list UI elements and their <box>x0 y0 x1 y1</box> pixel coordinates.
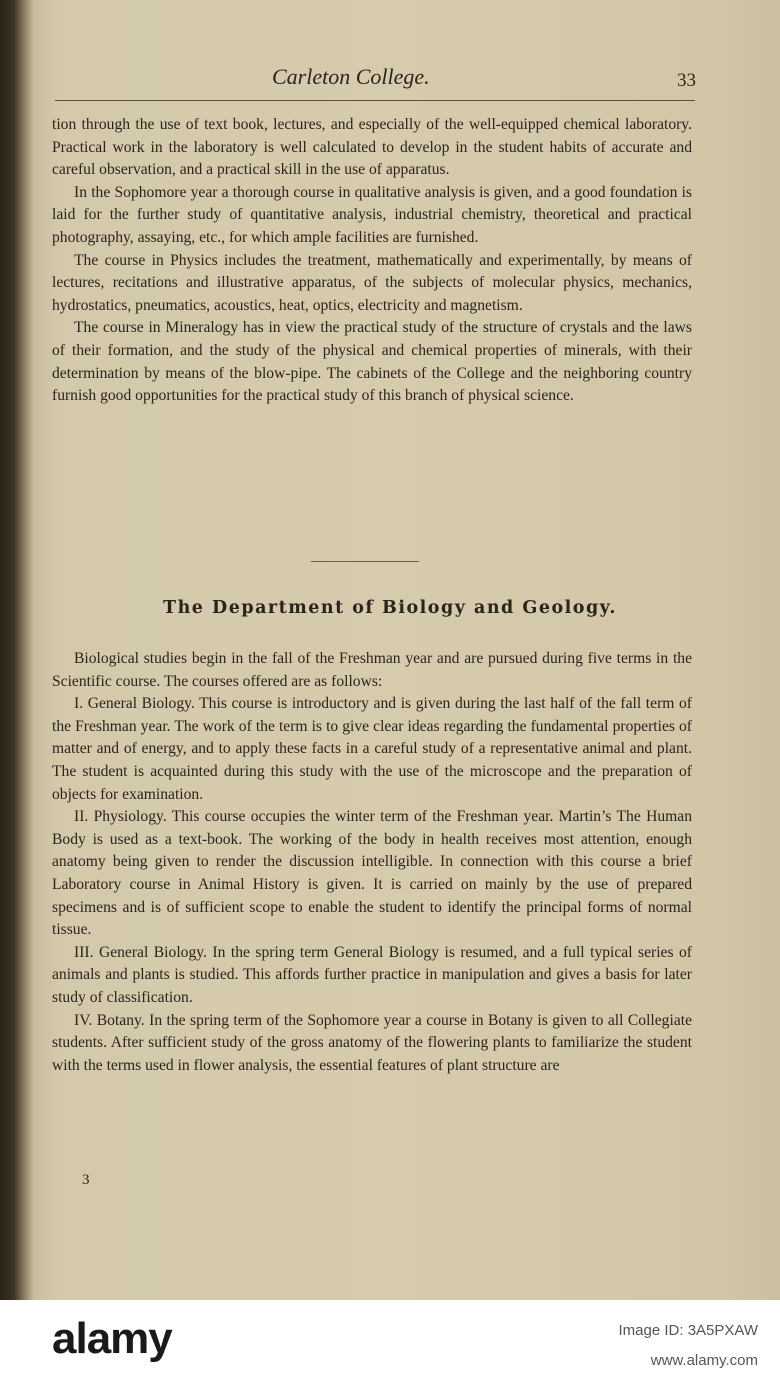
paragraph: IV. Botany. In the spring term of the Sophomore year a course in Botany is given to all Collegiate students. After sufficient study of the gross anatomy of the flowering plants to familiarize the student with the terms used in flower analysis, the essential features of plant structure are <box>52 1011 692 1074</box>
paragraph: II. Physiology. This course occupies the winter term of the Freshman year. Martin’s The Human Body is used as a text-book. The working of the body in health receives most attention, enough anatomy being given to render the discussion intelligible. In connection with this course a brief Laboratory course in Animal History is given. It is carried on mainly by the use of prepared specimens and is of sufficient scope to enable the student to identify the principal forms of normal tissue. <box>52 808 692 939</box>
stock-url: www.alamy.com <box>650 1352 758 1369</box>
biology-geology-section <box>52 648 692 1077</box>
section-heading: The Department of Biology and Geology. <box>163 598 617 618</box>
header-rule <box>55 100 695 101</box>
stock-footer <box>0 1300 780 1390</box>
signature-mark: 3 <box>82 1172 90 1188</box>
paragraph: The course in Mineralogy has in view the practical study of the structure of crystals and the laws of their formation, and the study of the physical and chemical properties of minerals, with their determination by means of the blow-pipe. The cabinets of the College and the neighboring country furnish good opportunities for the practical study of this branch of physical science. <box>52 319 692 405</box>
paragraph: I. General Biology. This course is introductory and is given during the last half of the fall term of the Freshman year. The work of the term is to give clear ideas regarding the fundamental properties of matter and of energy, and to apply these facts in a careful study of a representative animal and plant. The student is acquainted during this study with the use of the microscope and the preparation of objects for examination. <box>52 695 692 803</box>
alamy-logo: alamy <box>52 1314 172 1363</box>
paragraph: tion through the use of text book, lectures, and especially of the well-equipped chemical laboratory. Practical work in the laboratory is well calculated to develop in the student habits of accurate and careful observation, and a practical skill in the use of apparatus. <box>52 116 692 179</box>
paragraph: Biological studies begin in the fall of the Freshman year and are pursued during five terms in the Scientific course. The courses offered are as follows: <box>52 650 692 690</box>
paragraph: III. General Biology. In the spring term General Biology is resumed, and a full typical series of animals and plants is studied. This affords further practice in manipulation and gives a basis for later study of classification. <box>52 943 692 1006</box>
paragraph: In the Sophomore year a thorough course in qualitative analysis is given, and a good foundation is laid for the further study of quantitative analysis, industrial chemistry, theoretical and practical photography, assaying, etc., for which ample facilities are furnished. <box>52 183 692 246</box>
page-header <box>60 58 700 98</box>
section-divider <box>311 561 419 562</box>
page-number: 33 <box>677 70 696 91</box>
chemistry-physics-section <box>52 114 692 408</box>
running-title: Carleton College. <box>272 64 430 89</box>
paragraph: The course in Physics includes the treatment, mathematically and experimentally, by means of lectures, recitations and illustrative apparatus, of the subjects of molecular physics, mechanics, hydrostatics, pneumatics, acoustics, heat, optics, electricity and magnetism. <box>52 251 692 314</box>
image-id: Image ID: 3A5PXAW <box>618 1322 758 1339</box>
